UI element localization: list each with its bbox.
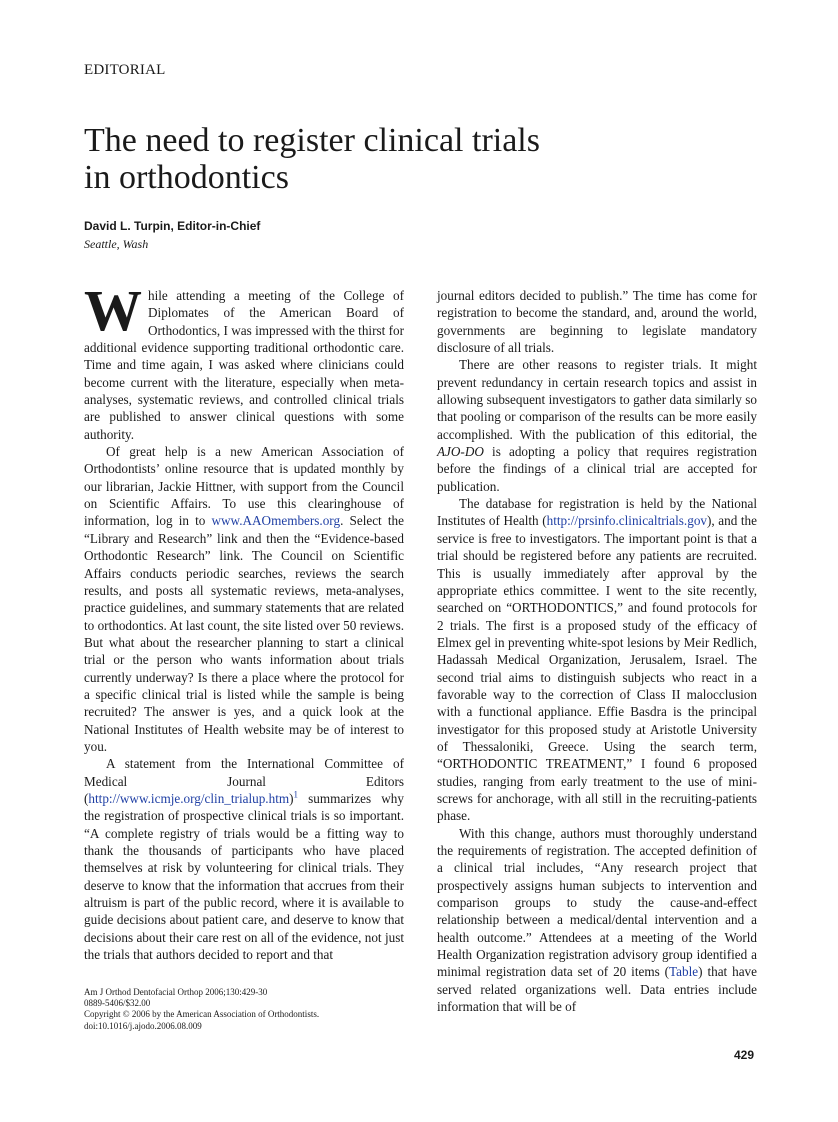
paragraph-5-text-b: is adopting a policy that requires registration before the findings of a clinical trial are accepted for publication. — [437, 444, 757, 494]
title-line-1: The need to register clinical trials — [84, 122, 540, 159]
table-link[interactable]: Table — [669, 964, 699, 980]
author-affiliation: Seattle, Wash — [84, 237, 149, 251]
journal-reference: Am J Orthod Dentofacial Orthop 2006;130:429-30 — [84, 987, 268, 997]
left-column — [84, 278, 404, 967]
paragraph-2-text-a: Of great help is a new American Association of Orthodontists’ online resource that is updated monthly by our librarian, Jackie Hittner, with support from the Council on Scientific Affairs. To use this clearinghouse of information, log in to — [84, 444, 404, 529]
paragraph-3 — [84, 755, 404, 963]
paragraph-3-text-c: summarizes why the registration of prospective clinical trials is so important. “A complete registry of trials would be a fitting way to thank the thousands of participants who have placed themselves at risk by volunteering for clinical trials. They deserve to know that the information that accrues from their altruism is part of the public record, where it is available to guide decisions about patient care, and deserve to know that decisions about their care rest on all of the evidence, not just the trials that authors decided to report and that — [84, 790, 404, 963]
citation-block — [84, 987, 414, 1032]
issn-line: 0889-5406/$32.00 — [84, 998, 151, 1009]
journal-name: AJO-DO — [437, 444, 484, 460]
copyright-line: Copyright © 2006 by the American Association of Orthodontists. — [84, 1009, 320, 1020]
reference-1-link[interactable]: 1 — [293, 789, 299, 800]
paragraph-6 — [437, 495, 757, 825]
paragraph-2-text-b: . Select the “Library and Research” link and then the “Evidence-based Orthodontic Research” link. The Council on Scientific Affairs conducts periodic searches, reviews the search results, and posts all systematic reviews, meta-analyses, practice guidelines, and summary statements that are related to orthodontics. At last count, the site listed over 50 reviews. But what about the researcher planning to start a clinical trial or the person who wants information about trials currently underway? Is there a place where the protocol for a specific clinical trial is listed while the sample is being recruited? The answer is yes, and a quick look at the National Institutes of Health website may be of interest to you. — [84, 513, 404, 754]
paragraph-2 — [84, 443, 404, 755]
section-label: EDITORIAL — [84, 62, 166, 78]
paragraph-7 — [437, 825, 757, 1016]
icmje-link[interactable]: http://www.icmje.org/clin_trialup.htm — [88, 790, 290, 806]
right-column — [437, 287, 758, 1015]
paragraph-3-text-a: A statement from the International Committee of Medical Journal Editors ( — [84, 756, 404, 806]
title-line-2: in orthodontics — [84, 159, 289, 196]
page-number: 429 — [733, 1048, 754, 1062]
paragraph-6-text-a: The database for registration is held by the National Institutes of Health ( — [437, 496, 757, 529]
paragraph-7-text-a: With this change, authors must thoroughly understand the requirements of registration. The accepted definition of a clinical trial includes, “Any research project that prospectively assigns human subjects to intervention and comparison groups to study the cause-and-effect relationship between a medical/dental intervention and a health outcome.” Attendees at a meeting of the World Health Organization registration advisory group identified a minimal registration data set of 20 items ( — [437, 825, 757, 980]
paragraph-5 — [437, 356, 757, 495]
clinicaltrials-link[interactable]: http://prsinfo.clinicaltrials.gov — [546, 513, 708, 529]
aao-members-link[interactable]: www.AAOmembers.org — [211, 513, 341, 529]
doi-line: doi:10.1016/j.ajodo.2006.08.009 — [84, 1020, 202, 1031]
paragraph-7-text-b: ) that have served related organizations well. Data entries include information that will be of — [437, 964, 758, 1015]
paragraph-6-text-b: ), and the service is free to investigators. The important point is that a trial should be registered before any patients are recruited. This is usually immediately after approval by the appropriate ethics committee. I went to the site recently, searched on “ORTHODONTICS,” and found protocols for 2 trials. The first is a proposed study of the efficacy of Elmex gel in preventing white-spot lesions by Meir Redlich, Hadassah Medical Organization, Jerusalem, Israel. The second trial aims to distinguish subjects who react in a favorable way to the correction of Class II malocclusion with a functional appliance. Effie Basdra is the principal investigator for this proposed study at Aristotle University of Thessaloniki, Greece. Using the search term, “ORTHODONTIC TREATMENT,” I found 6 proposed studies, ranging from early treatment to the use of mini-screws for anchorage, with all still in the recruiting-patients phase. — [437, 513, 757, 824]
article-title — [84, 122, 684, 196]
paragraph-1-text: hile attending a meeting of the College of Diplomates of the American Board of Orthodontics, I was impressed with the thirst for additional evidence supporting traditional orthodontic care. Time and time again, I was asked where clinicians could become current with the literature, especially when meta-analyses, systematic reviews, and controlled clinical trials are published to answer clinical questions with some authority. — [84, 288, 404, 442]
drop-cap: W — [84, 278, 142, 343]
author-name: David L. Turpin, Editor-in-Chief — [84, 219, 261, 233]
paragraph-1 — [84, 278, 404, 443]
paragraph-3-text-b: ) — [289, 790, 294, 806]
paragraph-5-text-a: There are other reasons to register trials. It might prevent redundancy in certain research topics and assist in allowing subsequent investigators to gather data similarly so that pooling or comparison of the results can be more easily accomplished. With the publication of this editorial, the — [437, 357, 757, 442]
paragraph-4: journal editors decided to publish.” The time has come for registration to become the standard, and, around the world, governments are beginning to legislate mandatory disclosure of all trials. — [437, 288, 757, 356]
